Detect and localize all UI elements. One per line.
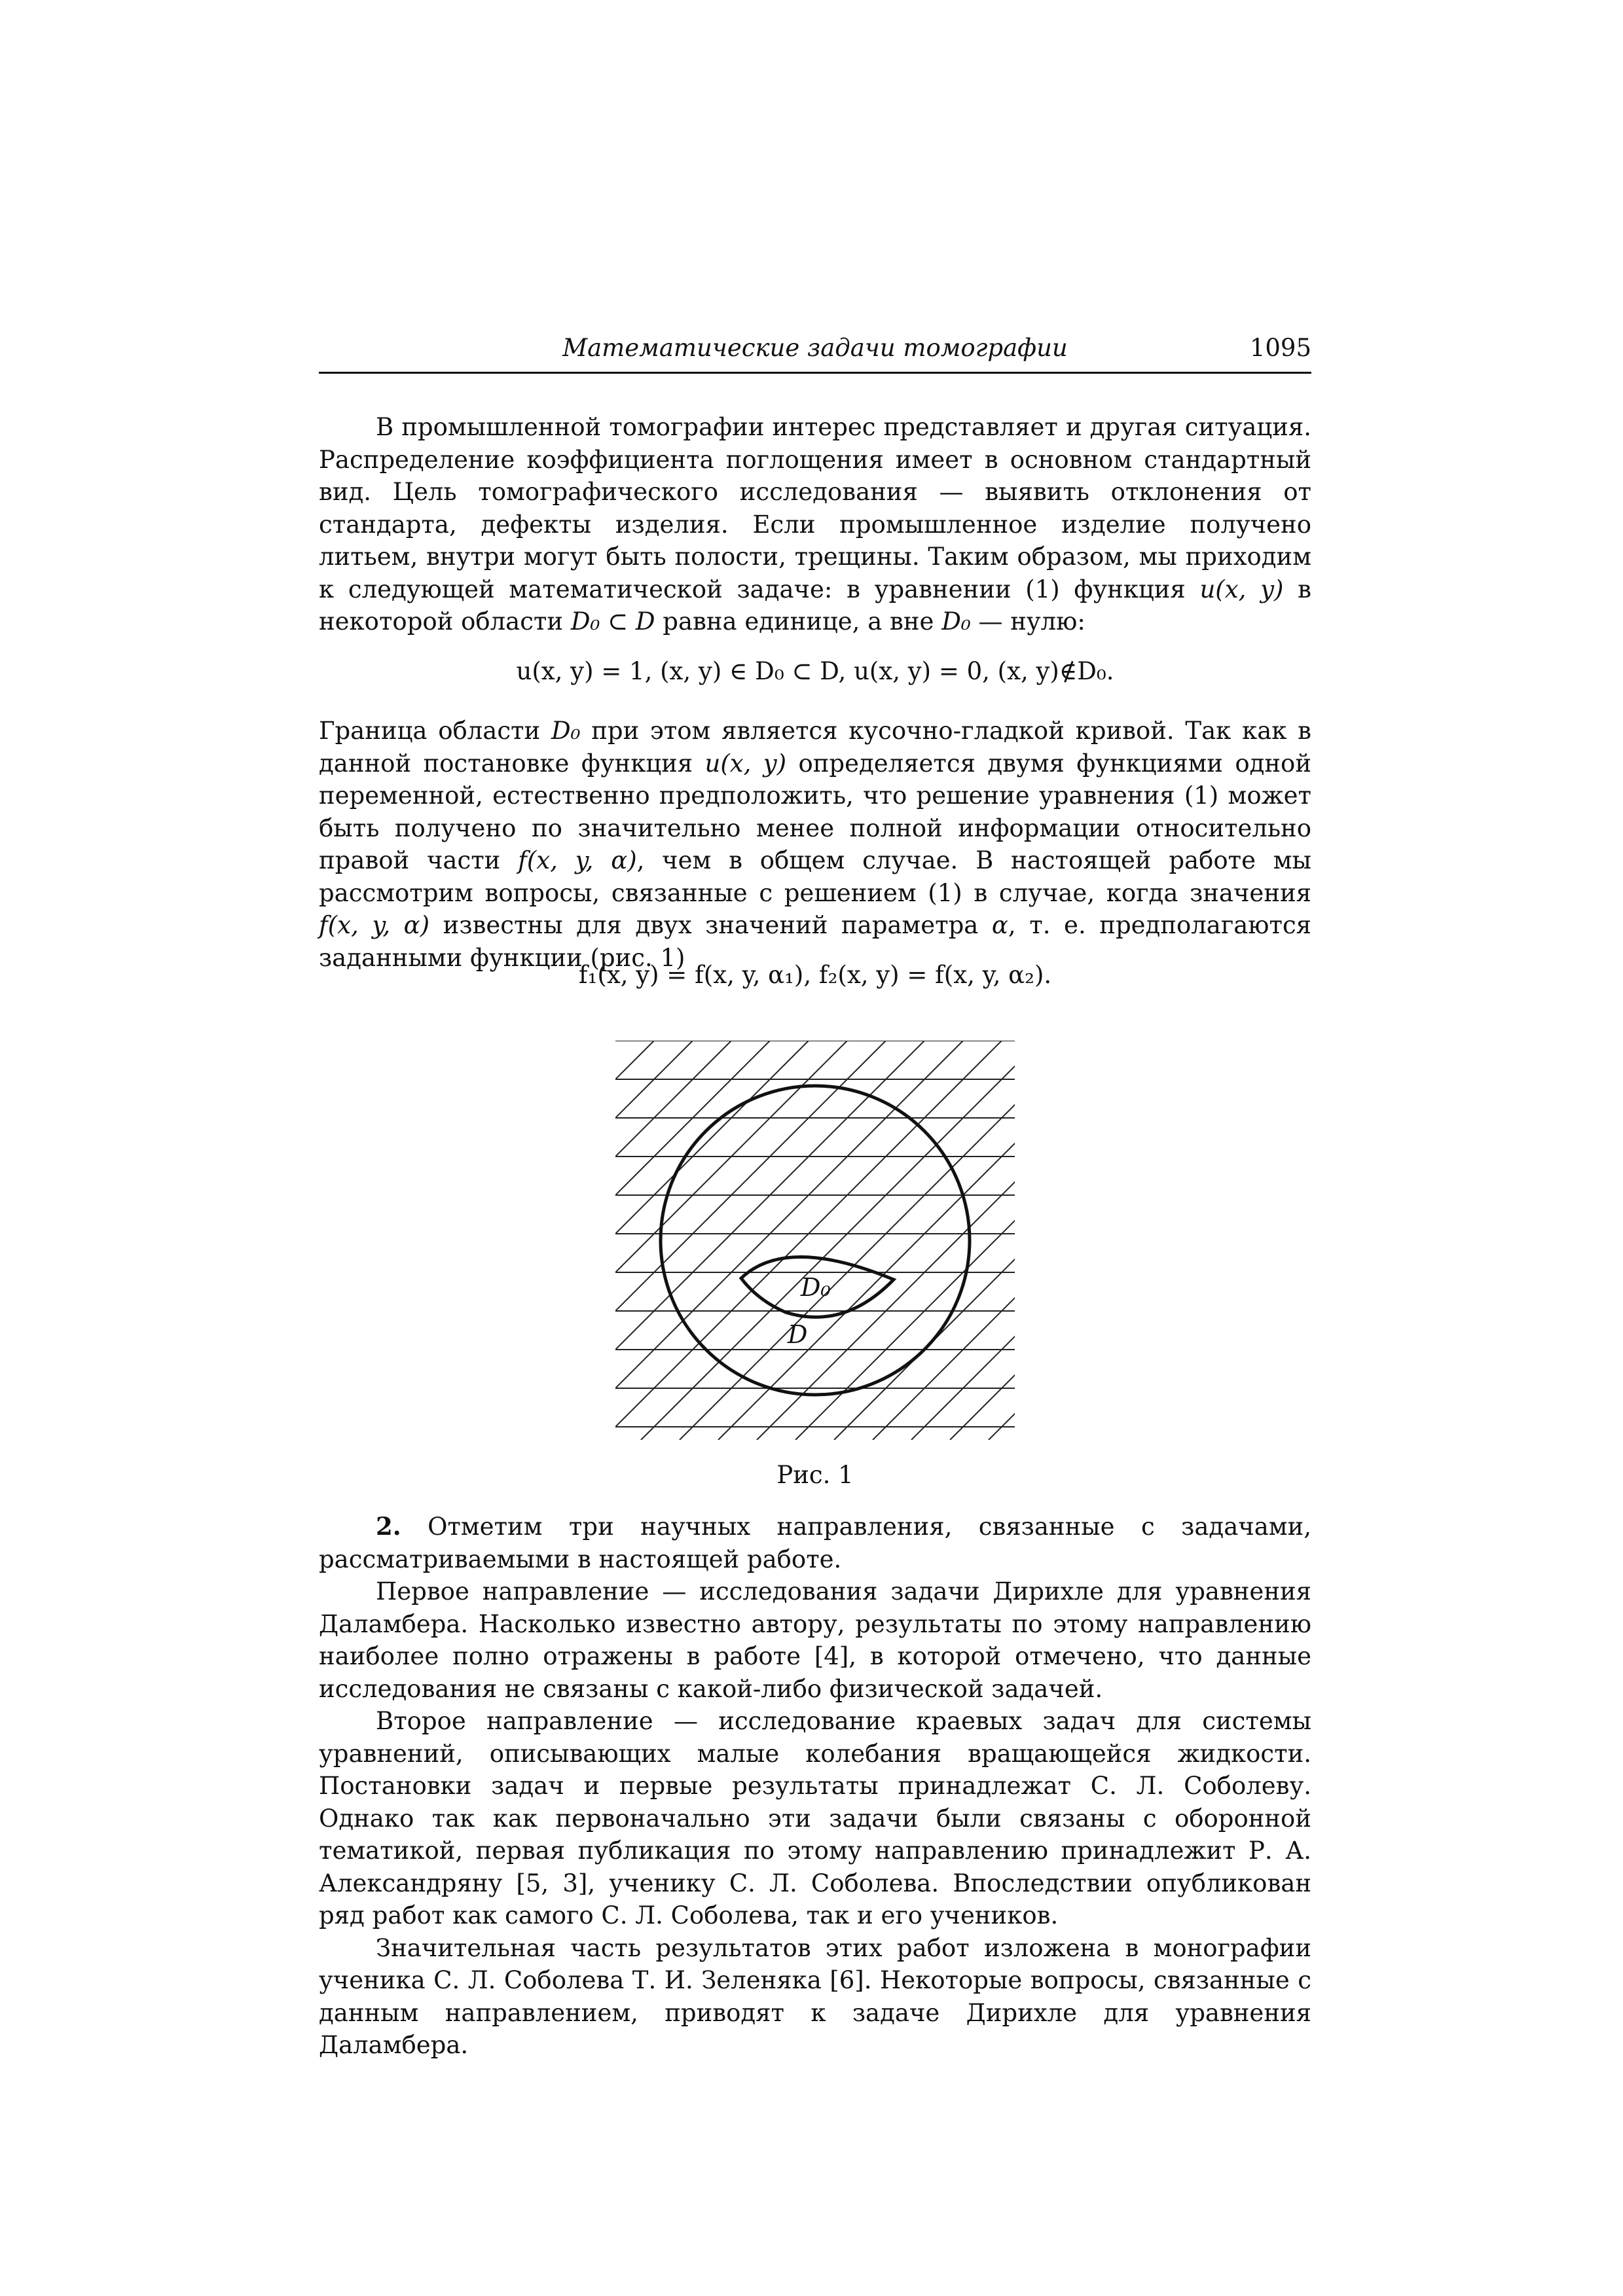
- hatch-diagonal: [615, 1041, 809, 1440]
- paragraph-first-direction: Первое направление — исследования задачи Дирихле для уравнения Даламбера. Насколько известно автору, результаты по этому направлению наиболее полно отражены в работе [4], в которой отмечено, что данные исследования не связаны с какой-либо физической задачей.: [319, 1577, 1311, 1703]
- para2-f2: f(x, y, α): [319, 911, 430, 939]
- para2-text-a: Граница области: [319, 717, 551, 745]
- para1-text-b: в некоторой области: [319, 575, 1311, 636]
- paragraph-third: Значительная часть результатов этих работ изложена в монографии ученика С. Л. Соболева Т. И. Зеленяка [6]. Некоторые вопросы, связанные с данным направлением, приводят к задаче Дирихле для уравнения Даламбера.: [319, 1933, 1311, 2059]
- para2-alpha: α: [991, 911, 1008, 939]
- section-number: 2.: [376, 1512, 401, 1541]
- para2-text-d: , чем в общем случае. В настоящей работе мы рассмотрим вопросы, связанные с решением (1) в случае, когда значения: [319, 846, 1311, 907]
- page-number: 1095: [1249, 334, 1311, 362]
- hatch-diagonal: [911, 1041, 1015, 1440]
- hatch-diagonal: [615, 1041, 693, 1440]
- para2-text-e: известны для двух значений параметра: [429, 911, 992, 939]
- running-title: Математические задачи томографии: [562, 334, 1068, 362]
- para1-text-c: равна единице, а вне: [655, 607, 942, 636]
- para1-d0-subset-d: D₀ ⊂ D: [570, 607, 655, 636]
- hatch-diagonal: [615, 1041, 963, 1440]
- hatch-lines: [615, 1041, 1015, 1440]
- hatch-diagonal: [615, 1041, 847, 1440]
- paragraph-second-direction: Второе направление — исследование краевых задач для системы уравнений, описывающих малые колебания вращающейся жидкости. Постановки задач и первые результаты принадлежат С. Л. Соболеву. Однако так как первоначально эти задачи были связаны с оборонной тематикой, первая публикация по этому направлению принадлежит Р. А. Александряну [5, 3], ученику С. Л. Соболева. Впоследствии опубликован ряд работ как самого С. Л. Соболева, так и его учеников.: [319, 1707, 1311, 1929]
- para1-d0: D₀: [941, 607, 971, 636]
- figure-domain-diagram: [615, 1041, 1015, 1440]
- para2-text-g: , т. е. предполагаются заданными функции (рис. 1): [319, 911, 1312, 972]
- hatch-diagonal: [641, 1041, 1015, 1440]
- running-header: [319, 332, 1311, 374]
- hatch-diagonal: [615, 1041, 1002, 1440]
- hatch-diagonal: [834, 1041, 1015, 1440]
- para1-u: u(x, y): [1199, 575, 1284, 603]
- label-d0: D₀: [801, 1273, 831, 1302]
- hatch-diagonal: [757, 1041, 1015, 1440]
- formula-f1-f2: f₁(x, y) = f(x, y, α₁), f₂(x, y) = f(x, y, α₂).: [578, 961, 1052, 989]
- para1-text-d: — нулю:: [970, 607, 1085, 636]
- para2-text-b: при этом является кусочно-гладкой кривой. Так как в данной постановке функция: [319, 717, 1311, 778]
- hatch-diagonal: [795, 1041, 1015, 1440]
- section-intro: Отметим три научных направления, связанные с задачами, рассматриваемыми в настоящей работе.: [319, 1513, 1311, 1573]
- hatch-diagonal: [989, 1041, 1015, 1440]
- section-2: [319, 1511, 1311, 2062]
- hatch-diagonal: [950, 1041, 1015, 1440]
- hatch-diagonal: [680, 1041, 1015, 1440]
- paragraph-boundary: [319, 715, 1311, 974]
- formula-u-definition: u(x, y) = 1, (x, y) ∈ D₀ ⊂ D, u(x, y) = 0, (x, y)∉D₀.: [516, 657, 1114, 685]
- para2-d0: D₀: [551, 717, 581, 745]
- para1-text-a: В промышленной томографии интерес представляет и другая ситуация. Распределение коэффициента поглощения имеет в основном стандартный вид. Цель томографического исследования — выявить отклонения от стандарта, дефекты изделия. Если промышленное изделие получено литьем, внутри могут быть полости, трещины. Таким образом, мы приходим к следующей математической задаче: в уравнении (1) функция: [319, 413, 1311, 603]
- figure-caption: Рис. 1: [776, 1461, 854, 1489]
- paragraph-intro: [319, 411, 1311, 638]
- domain-d-circle: [661, 1086, 970, 1395]
- para2-u: u(x, y): [704, 749, 787, 778]
- para2-f: f(x, y, α): [518, 846, 637, 874]
- label-d: D: [788, 1320, 808, 1349]
- para2-text-c: определяется двумя функциями одной переменной, естественно предположить, что решение уравнения (1) может быть получено по значительно менее полной информации относительно правой части: [319, 749, 1311, 874]
